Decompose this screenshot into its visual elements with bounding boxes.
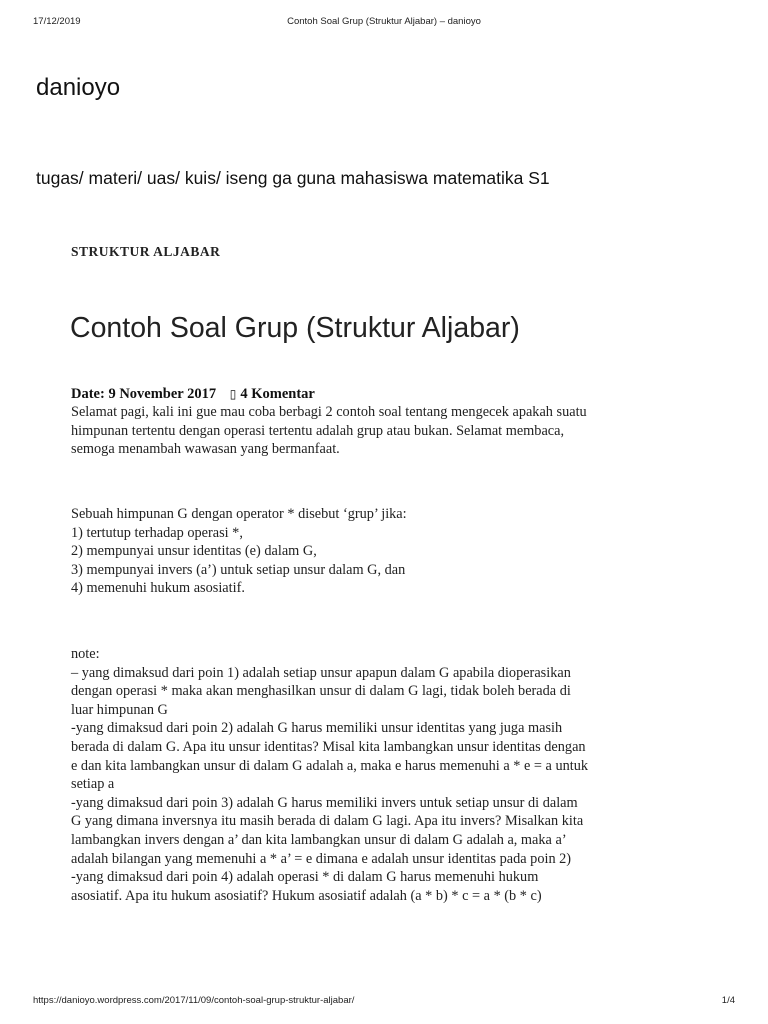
note-paragraph <box>71 645 588 905</box>
paragraph-line: Sebuah himpunan G dengan operator * disebut ‘grup’ jika: <box>71 506 407 522</box>
site-tagline: tugas/ materi/ uas/ kuis/ iseng ga guna mahasiswa matematika S1 <box>36 168 550 188</box>
paragraph-line: -yang dimaksud dari poin 4) adalah operasi * di dalam G harus memenuhi hukum <box>71 869 539 886</box>
paragraph-line: semoga menambah wawasan yang bermanfaat. <box>71 441 340 458</box>
paragraph-line: asosiatif. Apa itu hukum asosiatif? Hukum asosiatif adalah (a * b) * c = a * (b * c) <box>71 887 542 904</box>
paragraph-line: 2) mempunyai unsur identitas (e) dalam G, <box>71 543 317 560</box>
paragraph-line: 1) tertutup terhadap operasi *, <box>71 524 243 541</box>
paragraph-line: adalah bilangan yang memenuhi a * a’ = e dimana e adalah unsur identitas pada poin 2) <box>71 850 572 867</box>
paragraph-line: G yang dimana inversnya itu masih berada di dalam G lagi. Apa itu invers? Misalkan kita <box>71 813 584 830</box>
paragraph-line: berada di dalam G. Apa itu unsur identitas? Misal kita lambangkan unsur identitas dengan <box>71 738 586 755</box>
post-meta <box>71 386 325 403</box>
paragraph-line: 4) memenuhi hukum asosiatif. <box>71 580 245 597</box>
intro-paragraph <box>71 403 587 459</box>
paragraph-line: – yang dimaksud dari poin 1) adalah setiap unsur apapun dalam G apabila dioperasikan <box>71 664 571 681</box>
post-date: Date: 9 November 2017 <box>71 386 217 402</box>
paragraph-line: 3) mempunyai invers (a’) untuk setiap unsur dalam G, dan <box>71 561 406 578</box>
paragraph-line: setiap a <box>71 776 115 793</box>
comment-icon: ▯ <box>229 387 237 401</box>
print-url: https://danioyo.wordpress.com/2017/11/09/contoh-soal-grup-struktur-aljabar/ <box>33 995 355 1006</box>
print-page-number: 1/4 <box>721 995 735 1006</box>
paragraph-line: luar himpunan G <box>71 701 168 718</box>
paragraph-line: dengan operasi * maka akan menghasilkan unsur di dalam G lagi, tidak boleh berada di <box>71 683 571 700</box>
print-page-title: Contoh Soal Grup (Struktur Aljabar) – danioyo <box>287 16 481 27</box>
post-title: Contoh Soal Grup (Struktur Aljabar) <box>70 312 520 344</box>
paragraph-line: -yang dimaksud dari poin 3) adalah G harus memiliki invers untuk setiap unsur di dalam <box>71 794 578 811</box>
site-title-link[interactable]: danioyo <box>36 74 121 101</box>
paragraph-line: e dan kita lambangkan unsur di dalam G adalah a, maka e harus memenuhi a * e = a untuk <box>71 757 589 774</box>
comments-link[interactable]: 4 Komentar <box>240 386 315 402</box>
print-date: 17/12/2019 <box>33 16 81 27</box>
paragraph-line: -yang dimaksud dari poin 2) adalah G harus memiliki unsur identitas yang juga masih <box>71 720 563 737</box>
post-category-link[interactable]: STRUKTUR ALJABAR <box>71 244 221 259</box>
paragraph-line: lambangkan invers dengan a’ dan kita lambangkan unsur di dalam G adalah a, maka a’ <box>71 831 567 848</box>
paragraph-line: himpunan tertentu dengan operasi tertentu adalah grup atau bukan. Selamat membaca, <box>71 422 565 439</box>
paragraph-line: note: <box>71 646 100 662</box>
paragraph-line: Selamat pagi, kali ini gue mau coba berbagi 2 contoh soal tentang mengecek apakah suatu <box>71 404 587 420</box>
group-definition-paragraph <box>71 505 407 598</box>
